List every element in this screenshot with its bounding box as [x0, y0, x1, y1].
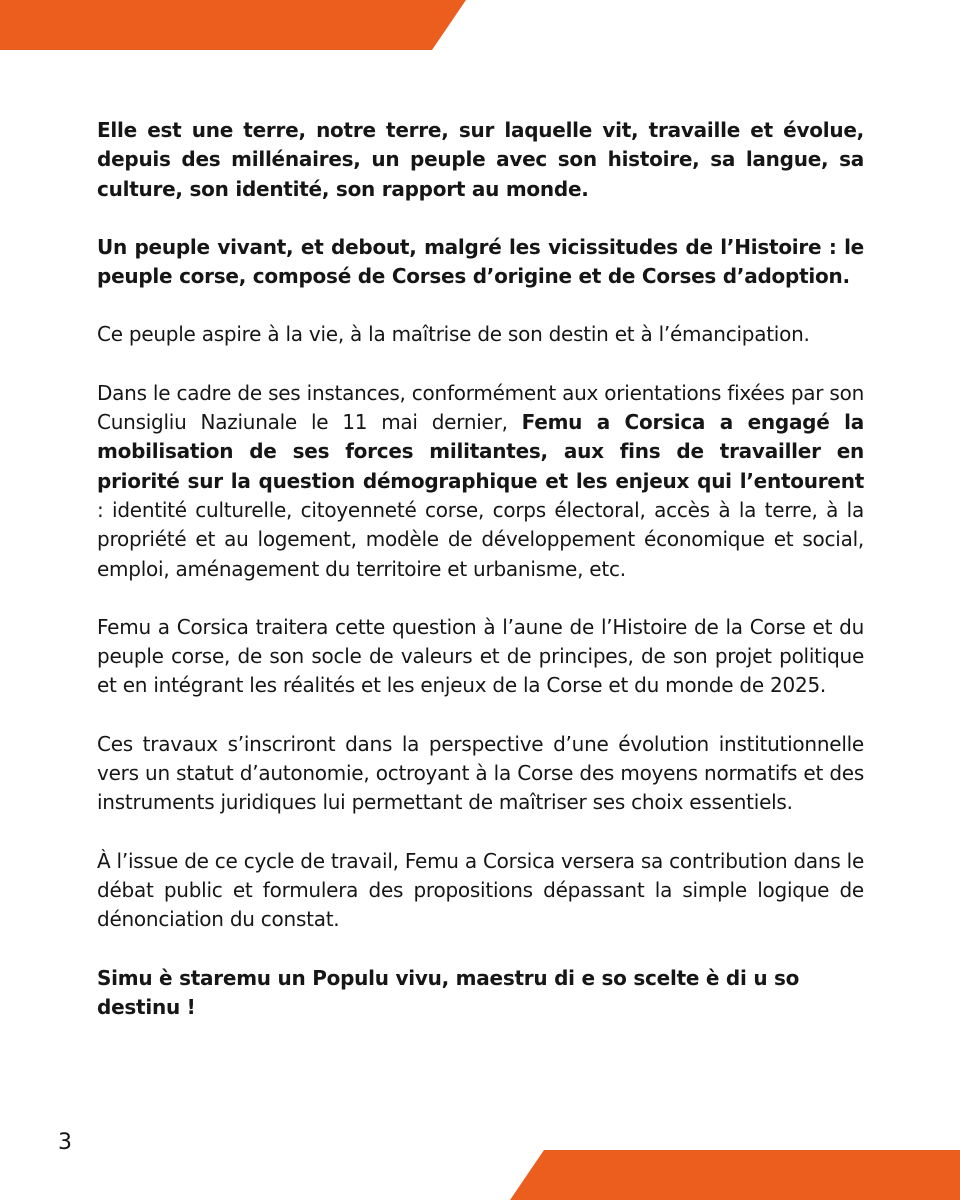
paragraph-7: À l’issue de ce cycle de travail, Femu a Corsica versera sa contribution dans le débat public et formulera des propositions dépassant la simple logique de dénonciation du constat. [97, 848, 864, 932]
paragraph-4 [97, 379, 864, 584]
page-number: 3 [58, 1130, 72, 1155]
paragraph-4-list: : identité culturelle, citoyenneté corse, corps électoral, accès à la terre, à la propriété et au logement, modèle de développement économique et social, emploi, aménagement du territoire et urbanisme, etc. [97, 497, 864, 581]
paragraph-3: Ce peuple aspire à la vie, à la maîtrise de son destin et à l’émancipation. [97, 322, 810, 347]
paragraph-4-emphasis: Femu a Corsica a engagé la mobilisation de ses forces militantes, aux fins de travailler en priorité sur la question démographique et les enjeux qui l’entourent [97, 410, 864, 493]
paragraph-1: Elle est une terre, notre terre, sur laquelle vit, travaille et évolue, depuis des millénaires, un peuple avec son histoire, sa langue, sa culture, son identité, son rapport au monde. [97, 118, 864, 201]
orange-header-band [0, 0, 466, 50]
orange-footer-band [510, 1150, 960, 1200]
document-body [97, 116, 864, 1051]
paragraph-6: Ces travaux s’inscriront dans la perspective d’une évolution institutionnelle vers un statut d’autonomie, octroyant à la Corse des moyens normatifs et des instruments juridiques lui permettant de maîtriser ses choix essentiels. [97, 731, 864, 815]
paragraph-2: Un peuple vivant, et debout, malgré les vicissitudes de l’Histoire : le peuple corse, composé de Corses d’origine et de Corses d’adoption. [97, 234, 864, 289]
closing-slogan: Simu è staremu un Populu vivu, maestru di e so scelte è di u so destinu ! [97, 965, 800, 1019]
paragraph-4-intro: Dans le cadre de ses instances, conformément aux orientations fixées par son Cunsigliu Naziunale le 11 mai dernier, [97, 380, 864, 435]
paragraph-5: Femu a Corsica traitera cette question à l’aune de l’Histoire de la Corse et du peuple corse, de son socle de valeurs et de principes, de son projet politique et en intégrant les réalités et les enjeux de la Corse et du monde de 2025. [97, 614, 864, 698]
